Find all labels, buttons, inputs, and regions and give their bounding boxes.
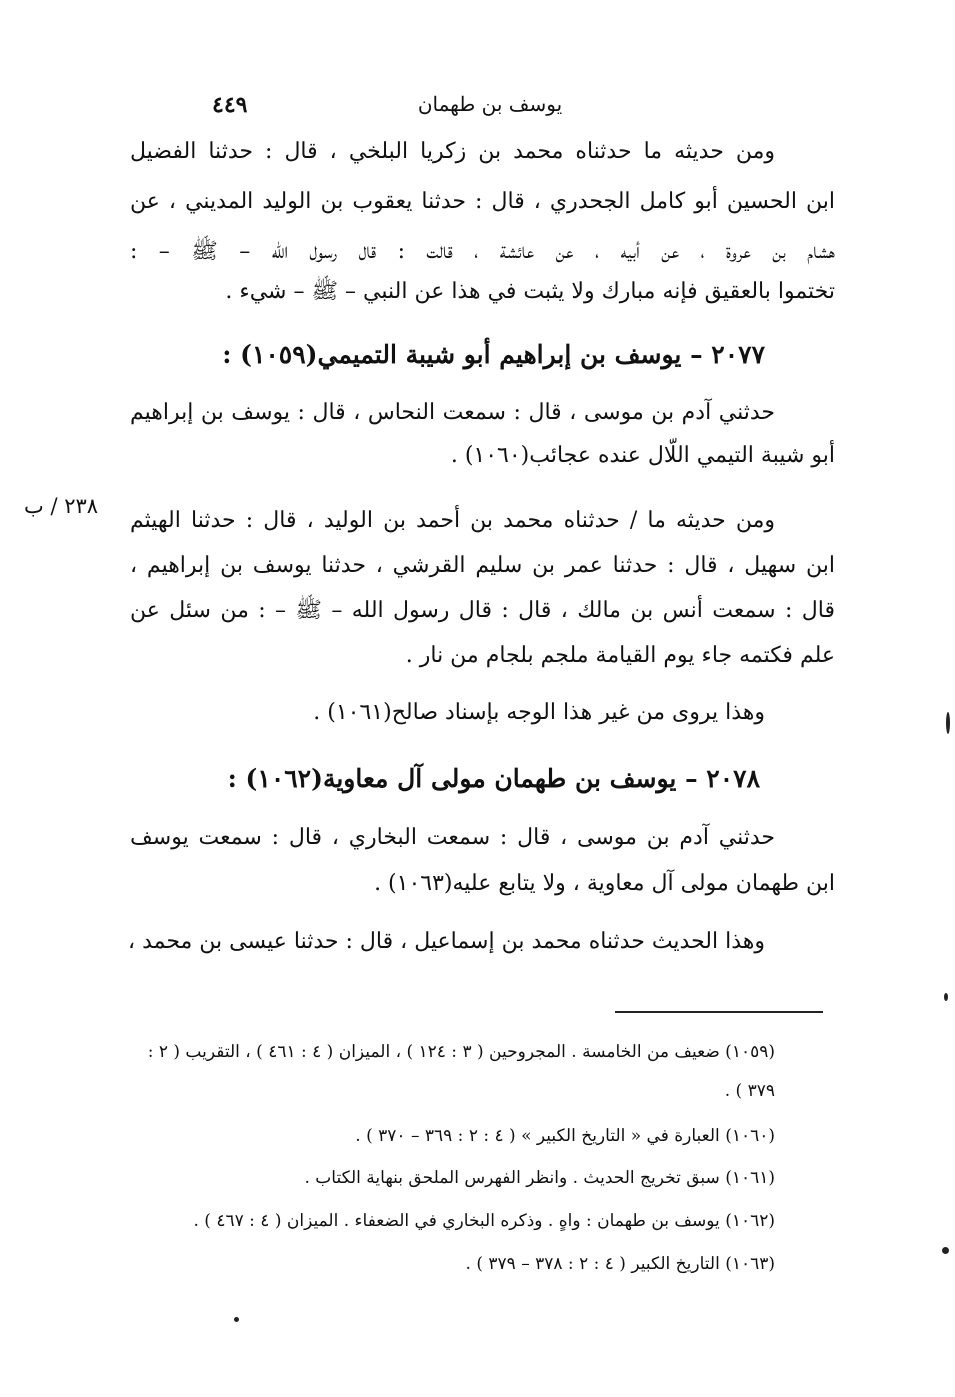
body-line: تختموا بالعقيق فإنه مبارك ولا يثبت في هذا عن النبي – ﷺ – شيء .	[225, 279, 835, 304]
scan-speck	[942, 1247, 949, 1254]
body-line: حدثني آدم بن موسى ، قال : سمعت النحاس ، قال : يوسف بن إبراهيم	[130, 400, 775, 425]
body-line: حدثني آدم بن موسى ، قال : سمعت البخاري ، قال : سمعت يوسف	[130, 825, 775, 850]
entry-heading-2078: ٢٠٧٨ – يوسف بن طهمان مولى آل معاوية(١٠٦٢) :	[227, 764, 760, 793]
body-line: قال : سمعت أنس بن مالك ، قال : قال رسول الله – ﷺ – : من سئل عن	[130, 598, 835, 623]
footnote-1061: (١٠٦١) سبق تخريج الحديث . وانظر الفهرس الملحق بنهاية الكتاب .	[304, 1168, 775, 1188]
body-line: وهذا يروى من غير هذا الوجه بإسناد صالح(١٠٦١) .	[313, 700, 765, 725]
footnote-1063: (١٠٦٣) التاريخ الكبير ( ٤ : ٢ : ٣٧٨ – ٣٧٩ ) .	[465, 1254, 775, 1274]
body-line: ومن حديثه ما / حدثناه محمد بن أحمد بن الوليد ، قال : حدثنا الهيثم	[130, 508, 775, 533]
body-line: هشام بن عروة ، عن أبيه ، عن عائشة ، قالت : قال رسول الله – ﷺ – :	[130, 239, 835, 264]
body-line: ابن سهيل ، قال : حدثنا عمر بن سليم القرشي ، حدثنا يوسف بن إبراهيم ،	[130, 553, 835, 578]
page-number: ٤٤٩	[212, 92, 248, 118]
footnote-1059: (١٠٥٩) ضعيف من الخامسة . المجروحين ( ٣ : ١٢٤ ) ، الميزان ( ٤ : ٤٦١ ) ، التقريب ( ٢ :	[147, 1042, 775, 1062]
scan-speck	[944, 993, 948, 1001]
body-line: علم فكتمه جاء يوم القيامة ملجم بلجام من نار .	[405, 643, 835, 668]
body-line: أبو شيبة التيمي اللّال عنده عجائب(١٠٦٠) .	[450, 443, 835, 468]
footnote-separator	[615, 1011, 823, 1013]
body-line: وهذا الحديث حدثناه محمد بن إسماعيل ، قال : حدثنا عيسى بن محمد ،	[127, 929, 765, 954]
body-line: ابن الحسين أبو كامل الجحدري ، قال : حدثنا يعقوب بن الوليد المديني ، عن	[130, 189, 835, 214]
footnote-1060: (١٠٦٠) العبارة في « التاريخ الكبير » ( ٤ : ٢ : ٣٦٩ – ٣٧٠ ) .	[355, 1126, 775, 1146]
scan-speck	[946, 712, 950, 734]
entry-heading-2077: ٢٠٧٧ – يوسف بن إبراهيم أبو شيبة التميمي(١٠٥٩) :	[222, 340, 765, 369]
body-line: ومن حديثه ما حدثناه محمد بن زكريا البلخي ، قال : حدثنا الفضيل	[130, 139, 775, 164]
running-header-title: يوسف بن طهمان	[417, 92, 563, 116]
scan-speck	[234, 1317, 239, 1322]
margin-folio-note: ٢٣٨ / ب	[24, 494, 99, 518]
footnote-1062: (١٠٦٢) يوسف بن طهمان : واهٍ . وذكره البخاري في الضعفاء . الميزان ( ٤ : ٤٦٧ ) .	[193, 1211, 775, 1231]
body-line: ابن طهمان مولى آل معاوية ، ولا يتابع عليه(١٠٦٣) .	[374, 871, 835, 896]
footnote-1059-continued: ٣٧٩ ) .	[724, 1081, 775, 1101]
